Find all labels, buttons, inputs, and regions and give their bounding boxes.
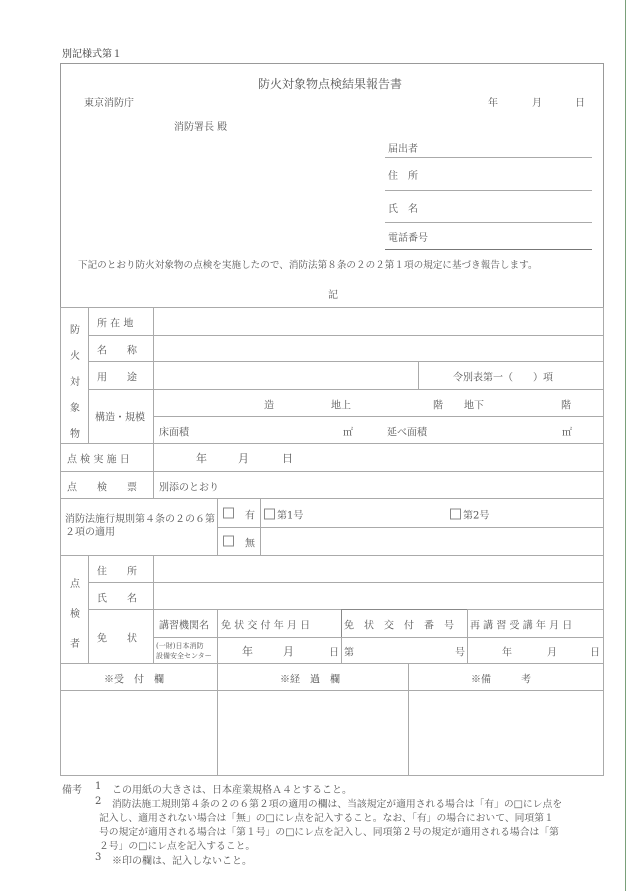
remarks-header [408, 663, 604, 691]
use-label: 用 途 [97, 372, 137, 384]
form-title: 防火対象物点検結果報告書 [257, 77, 402, 91]
rule-no1-label: 第1号 [277, 510, 304, 522]
notes-label: 備考 [62, 785, 82, 796]
note-line: 消防法施工規則第４条の２の６第２項の適用の欄は、当該規定が適用される場合は「有」の□にレ点を [112, 799, 563, 810]
page-edge-line [625, 0, 626, 891]
rule-no1-option[interactable] [264, 507, 303, 522]
inspector-group-cell [60, 555, 89, 664]
sqm-unit-2: ㎡ [562, 427, 572, 439]
table-ref-label: 令別表第一（ ）項 [453, 372, 553, 384]
license-number-field[interactable] [341, 637, 468, 664]
note-line: ※印の欄は、記入しないこと。 [112, 856, 252, 867]
group-char: 火 [70, 351, 80, 362]
rule-label: 消防法施行規則第４条の２の６第２項の適用 [65, 514, 215, 538]
note-number: 1 [95, 781, 102, 792]
group-char: 点 [70, 579, 80, 590]
group-char: 象 [70, 403, 80, 414]
notifier-label: 届出者 [388, 144, 418, 155]
progress-field [217, 690, 409, 776]
rule-no-blank [260, 527, 604, 556]
notifier-phone-label[interactable]: 電話番号 [388, 233, 428, 244]
date-month[interactable]: 月 [532, 98, 542, 109]
inspection-sheet-label: 点 検 票 [67, 482, 137, 494]
note-line: 記入し、適用されない場合は「無」の□にレ点を記入すること。なお、「有」の場合において、同項第１ [99, 813, 554, 824]
statement: 下記のとおり防火対象物の点検を実施したので、消防法第８条の２の２第１項の規定に基づき報告します。 [78, 260, 538, 271]
number-prefix: 第 [344, 647, 354, 659]
note-line: 号の規定が適用される場合は「第１号」の□にレ点を記入し、同項第２号の規定が適用される場合は「第 [99, 827, 559, 838]
reception-header [60, 663, 218, 691]
total-area-label: 延べ面積 [387, 427, 427, 439]
use-label-cell [88, 361, 154, 390]
name-label-cell [88, 335, 154, 362]
reception-field [60, 690, 218, 776]
progress-label: ※経 過 欄 [280, 674, 340, 686]
header-cell [467, 609, 604, 638]
below-ground-label: 地下 [464, 400, 484, 412]
form-id: 別記様式第１ [62, 49, 122, 60]
location-field[interactable] [153, 307, 604, 336]
name-label: 名 称 [97, 345, 137, 357]
month-label: 月 [238, 452, 249, 465]
rule-no-option[interactable] [217, 527, 261, 556]
checkbox-icon[interactable] [223, 508, 234, 519]
progress-header [217, 663, 409, 691]
rule-yes-label: 有 [245, 510, 255, 522]
inspection-sheet-value: 別添のとおり [159, 482, 219, 494]
group-char: 対 [70, 377, 80, 388]
group-char: 防 [70, 325, 80, 336]
inspection-sheet-label-cell [60, 471, 154, 499]
table-ref-cell[interactable] [418, 361, 604, 390]
checkbox-icon[interactable] [450, 509, 461, 520]
area-row[interactable] [153, 416, 604, 444]
issue-date-header: 免 状 交 付 年 月 日 [221, 620, 311, 632]
license-number-header: 免 状 交 付 番 号 [344, 620, 454, 632]
group-char: 検 [70, 609, 80, 620]
addressee: 消防署長 殿 [174, 122, 228, 133]
inspection-sheet-field[interactable] [153, 471, 604, 499]
remarks-label: ※備 考 [471, 674, 531, 686]
header-cell [153, 609, 218, 638]
sqm-unit: ㎡ [343, 427, 353, 439]
group-char: 物 [70, 429, 80, 440]
inspector-name-label-cell [88, 582, 154, 610]
inspector-address-label-cell [88, 555, 154, 583]
license-label: 免 状 [97, 633, 137, 645]
structure-row[interactable] [153, 389, 604, 417]
structure-label-cell [88, 389, 154, 444]
issue-date-field[interactable] [217, 637, 342, 664]
day-label: 日 [329, 647, 339, 659]
zo-label: 造 [264, 400, 274, 412]
floor-label: 階 [433, 400, 443, 412]
license-label-cell [88, 609, 154, 664]
object-name-field[interactable] [153, 335, 604, 362]
inspector-address-field[interactable] [153, 555, 604, 583]
note-line: ２号」の□にレ点を記入すること。 [99, 841, 256, 852]
floor-area-label: 床面積 [159, 427, 189, 439]
location-label: 所 在 地 [97, 318, 134, 330]
day-label: 日 [590, 647, 600, 659]
object-group-cell [60, 307, 89, 444]
reception-label: ※受 付 欄 [104, 674, 164, 686]
header-cell [217, 609, 342, 638]
floor-label-2: 階 [561, 400, 571, 412]
use-field[interactable] [153, 361, 419, 390]
structure-label: 構造・規模 [95, 412, 145, 424]
inspection-date-label-cell [60, 443, 154, 472]
group-char: 者 [70, 639, 80, 650]
year-label: 年 [196, 452, 207, 465]
note-line: この用紙の大きさは、日本産業規格Ａ４とすること。 [112, 785, 352, 796]
date-day[interactable]: 日 [575, 98, 585, 109]
inspector-address-label: 住 所 [97, 566, 137, 578]
number-suffix: 号 [455, 647, 465, 659]
rule-yes-option[interactable] [217, 498, 261, 528]
month-label: 月 [283, 645, 294, 658]
checkbox-icon[interactable] [264, 509, 275, 520]
year-label: 年 [242, 645, 253, 658]
notifier-address-label[interactable]: 住 所 [388, 171, 418, 182]
checkbox-icon[interactable] [223, 536, 234, 547]
month-label: 月 [547, 647, 557, 659]
rule-no2-option[interactable] [450, 507, 489, 522]
rule-subitems [260, 498, 604, 528]
year-label: 年 [502, 647, 512, 659]
above-ground-label: 地上 [331, 400, 351, 412]
inspector-name-field[interactable] [153, 582, 604, 610]
retraining-date-header: 再 講 習 受 講 年 月 日 [470, 620, 573, 632]
org-line-1: (一財)日本消防 [156, 642, 204, 650]
remarks-field [408, 690, 604, 776]
ki-label: 記 [328, 290, 338, 301]
rule-label-cell [60, 498, 218, 556]
location-label-cell [88, 307, 154, 336]
day-label: 日 [282, 452, 293, 465]
inspector-name-label: 氏 名 [97, 593, 137, 605]
inspection-date-field[interactable] [153, 443, 604, 472]
rule-no2-label: 第2号 [463, 510, 490, 522]
training-org-cell [153, 637, 218, 664]
note-number: 2 [95, 796, 102, 807]
header-cell [341, 609, 468, 638]
retraining-date-field[interactable] [467, 637, 604, 664]
addressee-org: 東京消防庁 [84, 98, 134, 109]
note-number: 3 [95, 852, 102, 863]
inspection-date-label: 点 検 実 施 日 [67, 454, 130, 466]
rule-no-label: 無 [245, 538, 255, 550]
notifier-name-label[interactable]: 氏 名 [388, 204, 418, 215]
date-year[interactable]: 年 [488, 98, 498, 109]
training-org-header: 講習機関名 [159, 620, 209, 632]
org-line-2: 設備安全センター [156, 652, 212, 660]
